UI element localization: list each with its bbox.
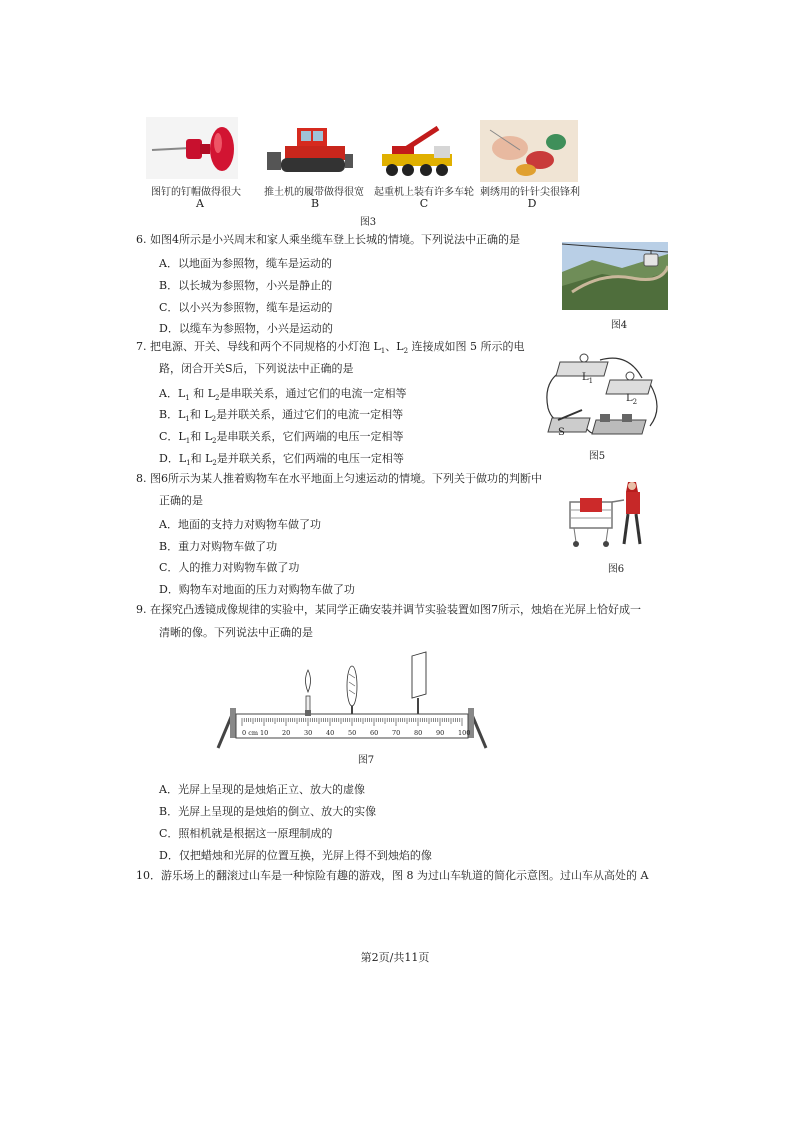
convex-lens: [347, 666, 357, 706]
ruler-tick-label: 50: [348, 729, 357, 737]
fig3-caption-b: 推土机的履带做得很宽: [264, 187, 364, 198]
q10-stem: 10．游乐场上的翻滚过山车是一种惊险有趣的游戏，图 8 为过山车轨道的简化示意图。过山车从高处的 A: [136, 869, 649, 882]
bulldozer-image: [267, 124, 355, 178]
q7-stem-line1: [136, 340, 525, 358]
q7-stem-line2: 路，闭合开关S后，下列说法中正确的是: [159, 362, 354, 375]
fig3-letter-a: A: [196, 197, 204, 210]
shopping-cart-image: [566, 472, 654, 554]
ruler-tick-label: 30: [304, 729, 313, 737]
pushpin-image: [146, 117, 238, 179]
circuit-label-s: S: [558, 427, 565, 438]
fig3-letter-b: B: [310, 197, 320, 210]
q7-stem-prefix: 7. 把电源、开关、导线和两个不同规格的小灯泡 L: [136, 340, 381, 353]
q6-option-c: C．以小兴为参照物，缆车是运动的: [159, 301, 333, 314]
ruler-tick-label: 0 cm: [242, 729, 259, 737]
fig3-letter-c: C: [419, 197, 429, 210]
ruler-tick-label: 70: [392, 729, 401, 737]
ruler-tick-label: 90: [436, 729, 445, 737]
circuit-label-l2: $L_2$: [626, 393, 638, 406]
fig3-letter-d: D: [527, 197, 537, 210]
fig6-label: 图6: [607, 564, 625, 575]
q7-option-d: D．$L_1$和 $L_2$是并联关系，它们两端的电压一定相等: [159, 452, 404, 468]
q9-stem-line1: 9. 在探究凸透镜成像规律的实验中，某同学正确安装并调节实验装置如图7所示，烛焰在光屏上恰好成一: [136, 603, 641, 616]
q8-option-c: C．人的推力对购物车做了功: [159, 561, 300, 574]
q7-stem-mid: 、L: [385, 340, 404, 353]
q9-option-c: C．照相机就是根据这一原理制成的: [159, 827, 333, 840]
q6-option-a: A．以地面为参照物，缆车是运动的: [159, 257, 332, 270]
ruler-tick-label: 20: [282, 729, 291, 737]
q6-stem: 6. 如图4所示是小兴周末和家人乘坐缆车登上长城的情境。下列说法中正确的是: [136, 233, 520, 246]
fig3-caption-c: 起重机上装有许多车轮: [374, 187, 474, 198]
circuit-label-l1: $L_1$: [582, 372, 594, 385]
great-wall-cable-car-image: [562, 242, 668, 310]
q7-stem-suffix: 连接成如图 5 所示的电: [408, 340, 525, 353]
q6-option-b: B．以长城为参照物，小兴是静止的: [159, 279, 333, 292]
ruler-tick-label: 100: [458, 729, 471, 737]
q8-stem-line2: 正确的是: [159, 494, 203, 507]
ruler-tick-label: 10: [260, 729, 269, 737]
q7-stem-sub1: 1: [380, 347, 386, 356]
q7-option-c: C．$L_1$和 $L_2$是串联关系，它们两端的电压一定相等: [159, 430, 404, 446]
q9-option-b: B．光屏上呈现的是烛焰的倒立、放大的实像: [159, 805, 377, 818]
crane-image: [378, 124, 456, 180]
ruler-tick-label: 60: [370, 729, 379, 737]
fig3-caption-a: 图钉的钉帽做得很大: [151, 187, 241, 198]
fig7-label: 图7: [357, 755, 375, 766]
light-screen: [412, 652, 426, 698]
q9-option-d: D．仅把蜡烛和光屏的位置互换，光屏上得不到烛焰的像: [159, 849, 432, 862]
q8-option-d: D．购物车对地面的压力对购物车做了功: [159, 583, 355, 596]
q6-option-d: D．以缆车为参照物，小兴是运动的: [159, 322, 333, 335]
q8-stem-line1: 8. 图6所示为某人推着购物车在水平地面上匀速运动的情境。下列关于做功的判断中: [136, 472, 542, 485]
q8-option-a: A．地面的支持力对购物车做了功: [159, 518, 321, 531]
ruler-tick-label: 80: [414, 729, 423, 737]
q7-stem-sub2: 2: [403, 347, 409, 356]
optical-bench-diagram: [214, 646, 490, 750]
q8-option-b: B．重力对购物车做了功: [159, 540, 278, 553]
ruler-tick-label: 40: [326, 729, 335, 737]
embroidery-image: [480, 120, 578, 182]
q7-option-b: B．$L_1$和 $L_2$是并联关系，通过它们的电流一定相等: [159, 408, 404, 424]
q9-stem-line2: 清晰的像。下列说法中正确的是: [159, 626, 313, 639]
fig3-label: 图3: [359, 217, 377, 228]
candle-flame: [306, 670, 311, 692]
q9-option-a: A．光屏上呈现的是烛焰正立、放大的虚像: [159, 783, 365, 796]
fig3-caption-d: 刺绣用的针针尖很锋利: [480, 187, 580, 198]
fig5-label: 图5: [588, 451, 606, 462]
candle-holder: [305, 710, 311, 716]
q7-option-a: A．$L_1$ 和 $L_2$是串联关系，通过它们的电流一定相等: [159, 387, 407, 403]
page-number: 第2页/共11页: [360, 951, 430, 964]
fig4-label: 图4: [610, 320, 628, 331]
